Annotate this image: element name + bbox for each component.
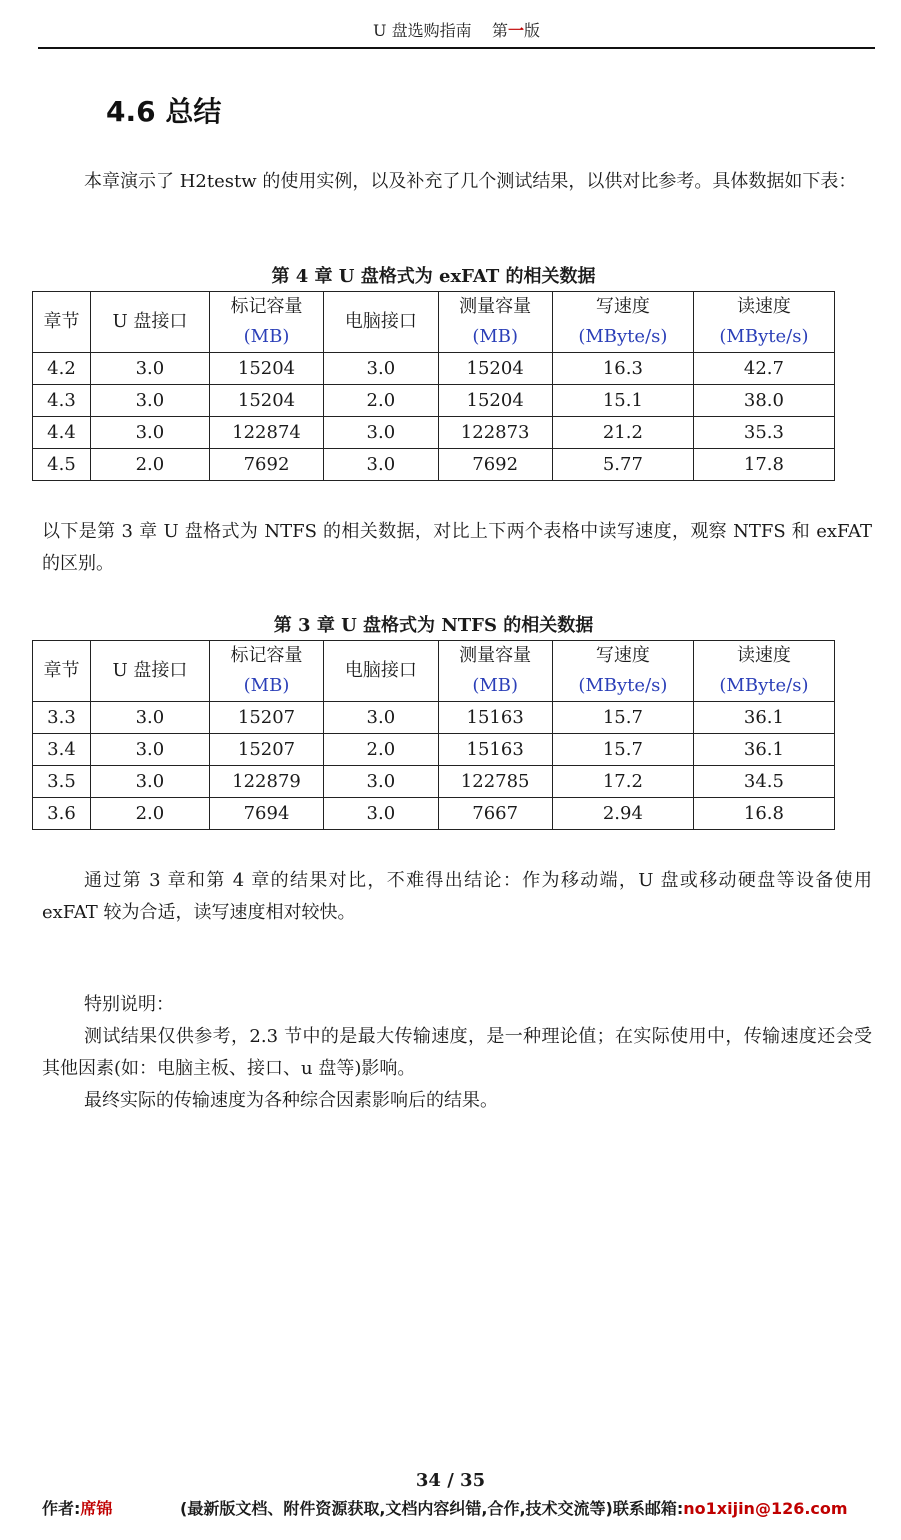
- table-cell: 3.0: [90, 417, 209, 449]
- table-cell: 15163: [438, 734, 552, 766]
- table1-col-header: [438, 292, 552, 353]
- header-unit: (MB): [243, 675, 290, 696]
- table-cell: 4.5: [33, 449, 91, 481]
- note-line-1: 测试结果仅供参考，2.3 节中的是最大传输速度，是一种理论值；在实际使用中，传输速度还会受其他因素(如：电脑主板、接口、u 盘等)影响。: [42, 1026, 872, 1079]
- table-cell: 3.0: [324, 353, 438, 385]
- table-cell: 3.0: [90, 702, 209, 734]
- table2-caption: 第 3 章 U 盘格式为 NTFS 的相关数据: [273, 615, 594, 636]
- header-label: 标记容量: [230, 645, 303, 666]
- table-cell: 15.1: [552, 385, 693, 417]
- header-label: 电脑接口: [344, 311, 417, 332]
- note-title: 特别说明：: [84, 994, 174, 1015]
- table1-col-header: [209, 292, 323, 353]
- table-row: [33, 385, 835, 417]
- header-unit: (MByte/s): [719, 675, 809, 696]
- table-row: [33, 449, 835, 481]
- table1-body: [33, 353, 835, 481]
- header-label: 读速度: [736, 296, 791, 317]
- header-label: 章节: [43, 311, 80, 332]
- header-unit: (MB): [243, 326, 290, 347]
- table-cell: 2.0: [90, 449, 209, 481]
- table-cell: 15207: [209, 734, 323, 766]
- table-cell: 4.3: [33, 385, 91, 417]
- table-cell: 3.0: [90, 734, 209, 766]
- table-cell: 36.1: [693, 734, 834, 766]
- table-cell: 3.0: [324, 798, 438, 830]
- table-cell: 3.0: [90, 766, 209, 798]
- header-label: 电脑接口: [344, 660, 417, 681]
- table-cell: 3.0: [324, 417, 438, 449]
- table2-col-header: [90, 641, 209, 702]
- doc-title: U 盘选购指南: [373, 21, 472, 40]
- table-cell: 35.3: [693, 417, 834, 449]
- page-header: [38, 18, 875, 49]
- between-paragraph: 以下是第 3 章 U 盘格式为 NTFS 的相关数据，对比上下两个表格中读写速度，观察 NTFS 和 exFAT 的区别。: [42, 521, 872, 574]
- table-cell: 42.7: [693, 353, 834, 385]
- intro-paragraph: 本章演示了 H2testw 的使用实例，以及补充了几个测试结果，以供对比参考。具体数据如下表：: [84, 171, 857, 192]
- header-label: 写速度: [595, 645, 650, 666]
- table-row: [33, 798, 835, 830]
- table-row: [33, 702, 835, 734]
- page-number: 34 / 35: [415, 1470, 486, 1491]
- table1-col-header: [693, 292, 834, 353]
- table-cell: 7694: [209, 798, 323, 830]
- table2-col-header: [209, 641, 323, 702]
- table-cell: 2.0: [324, 385, 438, 417]
- conclusion-paragraph: 通过第 3 章和第 4 章的结果对比，不难得出结论：作为移动端，U 盘或移动硬盘等设备使用 exFAT 较为合适，读写速度相对较快。: [42, 870, 872, 923]
- header-unit: (MB): [472, 326, 519, 347]
- header-label: 测量容量: [459, 645, 532, 666]
- table-cell: 3.0: [90, 353, 209, 385]
- header-unit: (MByte/s): [578, 675, 668, 696]
- table-cell: 36.1: [693, 702, 834, 734]
- table-cell: 3.0: [324, 766, 438, 798]
- exfat-table: [32, 291, 835, 481]
- author: [42, 1496, 112, 1519]
- table-cell: 3.3: [33, 702, 91, 734]
- table-cell: 15.7: [552, 702, 693, 734]
- table-cell: 2.0: [324, 734, 438, 766]
- table-cell: 16.8: [693, 798, 834, 830]
- table-cell: 3.4: [33, 734, 91, 766]
- table-cell: 16.3: [552, 353, 693, 385]
- table1-col-header: [324, 292, 438, 353]
- table-row: [33, 353, 835, 385]
- header-unit: (MByte/s): [578, 326, 668, 347]
- table-cell: 4.2: [33, 353, 91, 385]
- header-label: 读速度: [736, 645, 791, 666]
- table-cell: 5.77: [552, 449, 693, 481]
- table-cell: 122785: [438, 766, 552, 798]
- table-cell: 15204: [438, 385, 552, 417]
- table-cell: 3.0: [324, 449, 438, 481]
- header-unit: (MB): [472, 675, 519, 696]
- footer-notice: (最新版文档、附件资源获取,文档内容纠错,合作,技术交流等)联系邮箱:: [180, 1499, 684, 1518]
- table-cell: 122873: [438, 417, 552, 449]
- edition-number: 一: [507, 21, 524, 40]
- table-cell: 15204: [438, 353, 552, 385]
- table-cell: 2.0: [90, 798, 209, 830]
- table-row: [33, 766, 835, 798]
- table2-col-header: [552, 641, 693, 702]
- table2-body: [33, 702, 835, 830]
- edition-suffix: 版: [523, 21, 540, 40]
- table-cell: 17.8: [693, 449, 834, 481]
- header-label: U 盘接口: [112, 660, 188, 681]
- table-cell: 15204: [209, 385, 323, 417]
- edition-prefix: 第: [491, 21, 508, 40]
- table1-header-row: [33, 292, 835, 353]
- table2-col-header: [33, 641, 91, 702]
- table-cell: 3.0: [324, 702, 438, 734]
- table2-col-header: [438, 641, 552, 702]
- footer-email: no1xijin@126.com: [683, 1499, 848, 1518]
- footer-contact: [180, 1496, 848, 1519]
- table1-col-header: [552, 292, 693, 353]
- table-cell: 7692: [209, 449, 323, 481]
- table-cell: 7692: [438, 449, 552, 481]
- table-cell: 17.2: [552, 766, 693, 798]
- header-label: 标记容量: [230, 296, 303, 317]
- table2-col-header: [693, 641, 834, 702]
- table-cell: 38.0: [693, 385, 834, 417]
- header-label: 章节: [43, 660, 80, 681]
- table-cell: 15207: [209, 702, 323, 734]
- table1-col-header: [90, 292, 209, 353]
- table-cell: 15.7: [552, 734, 693, 766]
- table-cell: 122879: [209, 766, 323, 798]
- table-cell: 3.5: [33, 766, 91, 798]
- header-label: 测量容量: [459, 296, 532, 317]
- header-unit: (MByte/s): [719, 326, 809, 347]
- table-cell: 15204: [209, 353, 323, 385]
- note-line-2: 最终实际的传输速度为各种综合因素影响后的结果。: [84, 1090, 498, 1111]
- table-cell: 122874: [209, 417, 323, 449]
- table1-col-header: [33, 292, 91, 353]
- table2-header-row: [33, 641, 835, 702]
- author-name: 席锦: [80, 1499, 113, 1518]
- table-row: [33, 734, 835, 766]
- header-label: 写速度: [595, 296, 650, 317]
- table-cell: 3.6: [33, 798, 91, 830]
- table-cell: 34.5: [693, 766, 834, 798]
- ntfs-table: [32, 640, 835, 830]
- table-cell: 3.0: [90, 385, 209, 417]
- section-title: 4.6 总结: [106, 95, 222, 128]
- table-cell: 21.2: [552, 417, 693, 449]
- table2-col-header: [324, 641, 438, 702]
- table-cell: 7667: [438, 798, 552, 830]
- table-cell: 2.94: [552, 798, 693, 830]
- table1-caption: 第 4 章 U 盘格式为 exFAT 的相关数据: [271, 266, 596, 287]
- table-row: [33, 417, 835, 449]
- table-cell: 4.4: [33, 417, 91, 449]
- author-label: 作者:: [42, 1499, 81, 1518]
- header-label: U 盘接口: [112, 311, 188, 332]
- table-cell: 15163: [438, 702, 552, 734]
